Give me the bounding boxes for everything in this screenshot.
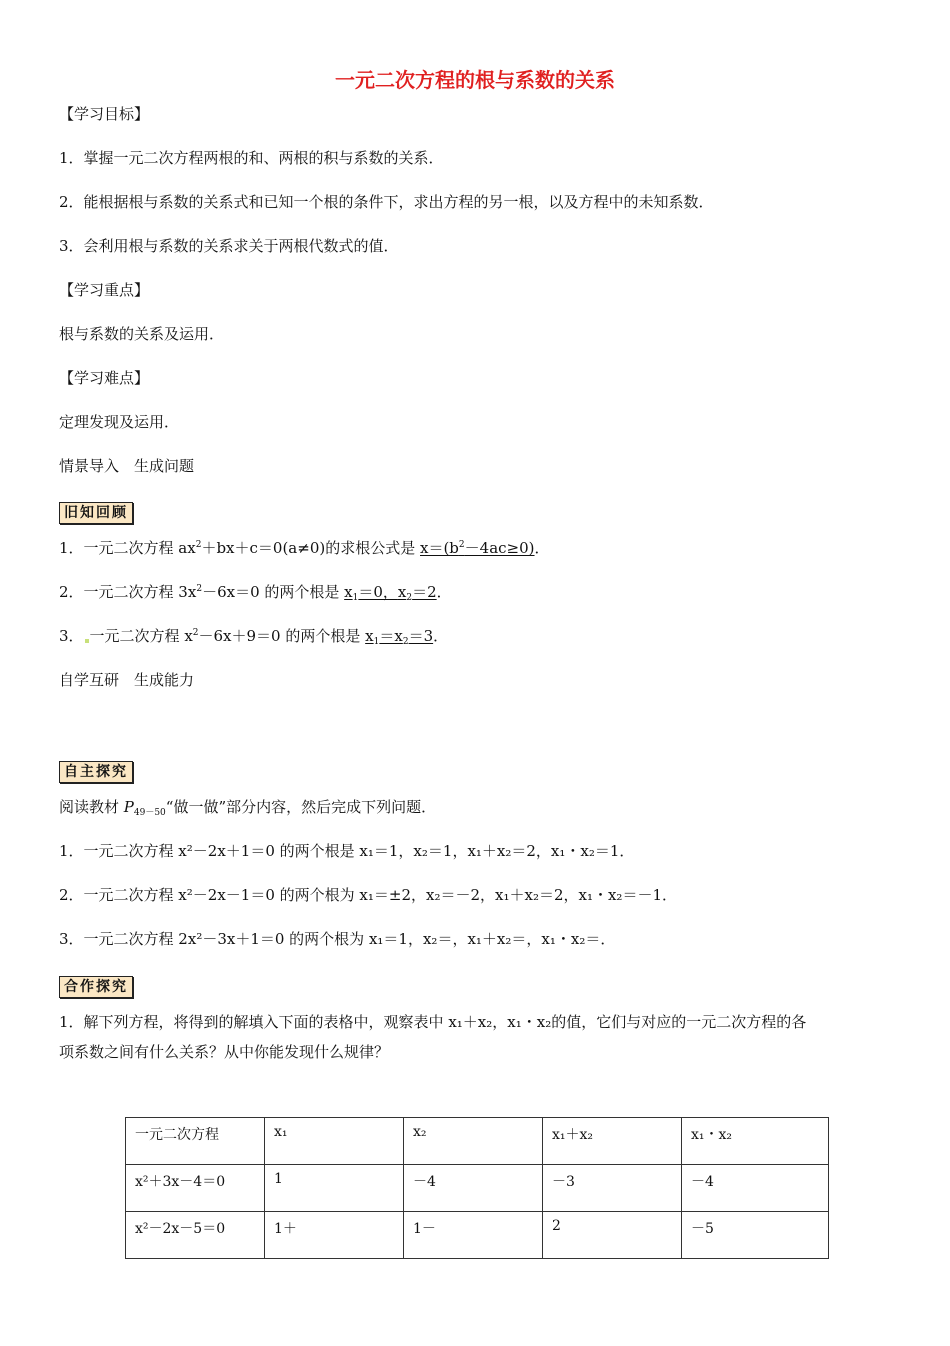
- table-row: [126, 1165, 829, 1212]
- highlight-mark: [85, 639, 89, 643]
- table-cell: 1－: [404, 1212, 543, 1259]
- section-intro-heading: 情景导入 生成问题: [59, 457, 195, 475]
- objective-1: 1．掌握一元二次方程两根的和、两根的积与系数的关系．: [59, 149, 444, 167]
- review-badge: 旧知回顾: [59, 502, 133, 524]
- objective-3: 3．会利用根与系数的关系求关于两根代数式的值．: [59, 237, 399, 255]
- table-header-cell: x₁: [265, 1118, 404, 1165]
- table-cell: x²－2x－5＝0: [126, 1212, 265, 1259]
- key-points-heading: 【学习重点】: [59, 281, 150, 299]
- review-question-3: 3． 一元二次方程 $x^2-6x+9=0$ 的两个根是 $x_1=x_2=3$．: [59, 627, 449, 647]
- coop-badge: 合作探究: [59, 976, 133, 998]
- table-cell: 1＋: [265, 1212, 404, 1259]
- self-study-question-3: 3．一元二次方程 2x²－3x＋1＝0 的两个根为 x₁＝1，x₂＝，x₁＋x₂＝，x₁・x₂＝．: [59, 930, 616, 948]
- table-header-row: [126, 1118, 829, 1165]
- table-cell: －5: [682, 1212, 829, 1259]
- self-study-question-2: 2．一元二次方程 x²－2x－1＝0 的两个根为 x₁＝±2，x₂＝－2，x₁＋x₂＝2，x₁・x₂＝－1．: [59, 886, 677, 904]
- table-cell: －4: [682, 1165, 829, 1212]
- table-header-cell: x₁・x₂: [682, 1118, 829, 1165]
- review-question-2: 2．一元二次方程 $3x^2-6x=0$ 的两个根是 $x_1=0$，$x_2=2$．: [59, 583, 452, 603]
- table-cell: 1: [265, 1165, 404, 1212]
- objective-2: 2．能根据根与系数的关系式和已知一个根的条件下，求出方程的另一根，以及方程中的未知系数．: [59, 193, 714, 211]
- section-self-study-heading: 自学互研 生成能力: [59, 671, 195, 689]
- roots-table: [125, 1117, 829, 1259]
- difficulties-heading: 【学习难点】: [59, 369, 150, 387]
- self-study-intro: 阅读教材 $P_{49-50}“$做一做”部分内容，然后完成下列问题．: [59, 798, 437, 818]
- self-study-badge: 自主探究: [59, 761, 133, 783]
- table-row: [126, 1212, 829, 1259]
- coop-question-line-2: 项系数之间有什么关系？从中你能发现什么规律？: [59, 1043, 390, 1061]
- table-cell: －4: [404, 1165, 543, 1212]
- coop-question-line-1: 1．解下列方程，将得到的解填入下面的表格中，观察表中 x₁＋x₂，x₁・x₂的值，它们与对应的一元二次方程的各: [59, 1013, 807, 1031]
- table-header-cell: x₁＋x₂: [543, 1118, 682, 1165]
- self-study-question-1: 1．一元二次方程 x²－2x＋1＝0 的两个根是 x₁＝1，x₂＝1，x₁＋x₂＝2，x₁・x₂＝1．: [59, 842, 635, 860]
- table-cell: x²＋3x－4＝0: [126, 1165, 265, 1212]
- table-cell: 2: [543, 1212, 682, 1259]
- key-points-text: 根与系数的关系及运用．: [59, 325, 225, 343]
- table-cell: －3: [543, 1165, 682, 1212]
- table-header-cell: 一元二次方程: [126, 1118, 265, 1165]
- table-header-cell: x₂: [404, 1118, 543, 1165]
- objectives-heading: 【学习目标】: [59, 105, 150, 123]
- difficulties-text: 定理发现及运用．: [59, 413, 180, 431]
- review-question-1: 1．一元二次方程 $ax^2+bx+c=0(a\ne 0)$的求根公式是 $x=(b^2-4ac\ge 0)$．: [59, 539, 550, 557]
- page-title: 一元二次方程的根与系数的关系: [335, 68, 615, 92]
